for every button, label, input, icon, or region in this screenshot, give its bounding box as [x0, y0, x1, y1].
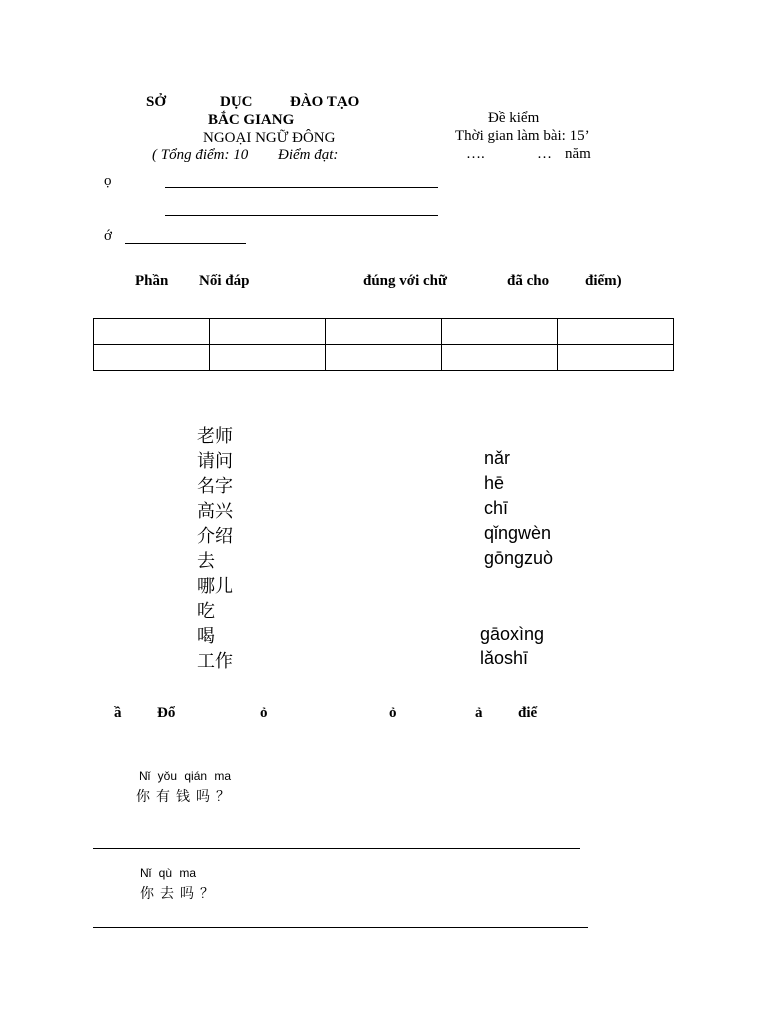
achieved-score: Điểm đạt:	[278, 147, 339, 163]
hanzi-item: 哪儿	[197, 576, 233, 597]
pinyin-item: chī	[484, 498, 509, 518]
part1-word-1: Phần	[135, 273, 169, 289]
answer-cell[interactable]	[94, 319, 210, 345]
part1-word-3: đúng với chữ	[363, 273, 448, 289]
table-row	[94, 345, 674, 371]
question-pinyin: Nǐ qù ma	[140, 866, 197, 880]
part1-word-5: điểm)	[585, 273, 622, 289]
part2-word-4: ỏ	[389, 705, 397, 721]
question-hanzi: 你去吗？	[140, 886, 220, 902]
part2-word-2: Đổ	[157, 705, 176, 721]
table-row	[94, 319, 674, 345]
answer-table	[93, 318, 674, 371]
exam-time: Thời gian làm bài: 15’	[455, 128, 590, 144]
hanzi-item: 吃	[197, 601, 215, 622]
hanzi-item: 工作	[197, 651, 233, 672]
dept-word-3: ĐÀO TẠO	[290, 94, 360, 110]
pinyin-item: hē	[484, 473, 505, 493]
date-dots-1: ….	[466, 146, 485, 162]
answer-cell[interactable]	[326, 345, 442, 371]
school-label: ớ	[104, 228, 112, 244]
hanzi-item: 去	[197, 551, 215, 572]
part1-word-2: Nối đáp	[199, 273, 250, 289]
part2-word-6: điể	[518, 705, 538, 721]
pinyin-item: nǎr	[484, 448, 511, 468]
school-line[interactable]	[125, 243, 246, 244]
province: BẮC GIANG	[208, 112, 295, 128]
part1-word-4: đã cho	[507, 273, 550, 289]
dept-word-2: DỤC	[220, 94, 253, 110]
dept-word-1: SỞ	[146, 94, 167, 110]
subject: NGOẠI NGỮ ĐÔNG	[203, 130, 336, 146]
answer-cell[interactable]	[326, 319, 442, 345]
answer-cell[interactable]	[210, 345, 326, 371]
part2-word-3: ỏ	[260, 705, 268, 721]
hanzi-item: 介绍	[197, 526, 233, 547]
answer-line[interactable]	[93, 927, 588, 928]
pinyin-item: gāoxìng	[480, 624, 545, 644]
pinyin-item: lǎoshī	[480, 648, 529, 668]
total-score: ( Tổng điểm: 10	[152, 147, 249, 163]
answer-line[interactable]	[93, 848, 580, 849]
pinyin-item: gōngzuò	[484, 548, 554, 568]
hanzi-item: 请问	[197, 451, 233, 472]
part2-word-1: ầ	[114, 705, 122, 721]
answer-cell[interactable]	[210, 319, 326, 345]
name-line[interactable]	[165, 187, 438, 188]
hanzi-item: 老师	[197, 426, 233, 447]
hanzi-item: 高兴	[197, 501, 233, 522]
date-year: năm	[565, 146, 591, 162]
name-line-2[interactable]	[165, 215, 438, 216]
date-dots-2: …	[537, 146, 552, 162]
answer-cell[interactable]	[558, 319, 674, 345]
name-label: ọ	[104, 173, 112, 189]
answer-cell[interactable]	[442, 319, 558, 345]
hanzi-item: 喝	[197, 626, 215, 647]
answer-cell[interactable]	[558, 345, 674, 371]
exam-title: Đề kiểm	[488, 110, 540, 126]
pinyin-item: qǐngwèn	[484, 523, 552, 543]
question-pinyin: Nǐ yǒu qián ma	[139, 769, 232, 783]
part2-word-5: ả	[475, 705, 483, 721]
question-hanzi: 你有钱吗？	[136, 789, 236, 805]
answer-cell[interactable]	[94, 345, 210, 371]
answer-cell[interactable]	[442, 345, 558, 371]
hanzi-item: 名字	[197, 476, 233, 497]
